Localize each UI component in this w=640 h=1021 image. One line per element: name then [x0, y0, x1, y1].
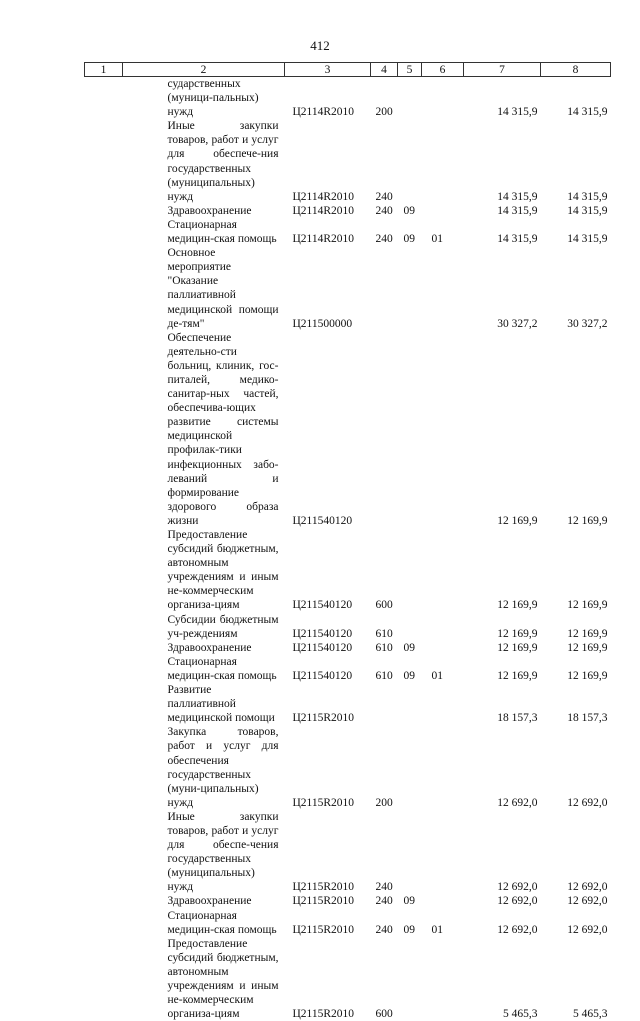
row-subsection	[422, 641, 464, 655]
page-number: 412	[310, 38, 330, 53]
row-amount-col7: 14 315,9	[497, 106, 538, 119]
row-name: Здравоохранение	[167, 204, 252, 217]
row-section	[398, 331, 422, 528]
row-code: Ц2115R2010	[292, 881, 355, 894]
row-amount-col7: 14 315,9	[497, 204, 538, 217]
row-expense-type: 240	[375, 881, 393, 894]
row-code: Ц211540120	[292, 669, 353, 682]
row-code: Ц2115R2010	[292, 1008, 355, 1021]
row-code: Ц211540120	[292, 627, 353, 640]
row-name: Здравоохранение	[167, 895, 252, 908]
row-name: Стационарная медицин-ская помощь	[167, 218, 277, 246]
header-row	[85, 63, 611, 77]
row-col1-empty	[85, 894, 123, 908]
row-amount-col7: 30 327,2	[497, 317, 538, 330]
row-section: 09	[403, 204, 415, 217]
table-row	[85, 641, 611, 655]
row-amount-col8: 12 692,0	[567, 923, 608, 936]
row-name: Основное мероприятие "Оказание паллиативной медицинской помощи де-тям"	[167, 247, 279, 330]
row-subsection	[422, 331, 464, 528]
row-code: Ц211540120	[292, 641, 353, 654]
row-section: 09	[403, 895, 415, 908]
row-amount-col7: 12 692,0	[497, 881, 538, 894]
row-amount-col8: 12 692,0	[567, 895, 608, 908]
table-row	[85, 810, 611, 895]
row-name: Иные закупки товаров, работ и услуг для обеспече-ния государственных (муниципальных) нужд	[167, 120, 279, 203]
row-code: Ц2114R2010	[292, 233, 355, 246]
row-code: Ц211540120	[292, 514, 353, 527]
row-col1-empty	[85, 641, 123, 655]
table-row	[85, 683, 611, 725]
row-expense-type: 240	[375, 923, 393, 936]
row-code: Ц2115R2010	[292, 712, 355, 725]
row-col1-empty	[85, 725, 123, 810]
row-expense-type: 610	[375, 627, 393, 640]
table-row	[85, 613, 611, 641]
table-row	[85, 937, 611, 1021]
row-amount-col7: 12 169,9	[497, 599, 538, 612]
table-row	[85, 77, 611, 120]
table-row	[85, 246, 611, 331]
row-col1-empty	[85, 909, 123, 937]
row-subsection	[422, 613, 464, 641]
row-name: Обеспечение деятельно-сти больниц, клиник, гос-питалей, медико-санитар-ных частей, обеспечива-ющих развитие системы медицинской профилак-тики инфекционных забо-леваний и формирование здорового образа жизни	[167, 331, 279, 527]
row-amount-col7: 12 169,9	[497, 641, 538, 654]
header-col-3: 3	[285, 63, 371, 77]
row-amount-col8: 30 327,2	[567, 317, 608, 330]
row-col1-empty	[85, 246, 123, 331]
row-section	[398, 246, 422, 331]
row-section	[398, 77, 422, 120]
header-col-7: 7	[464, 63, 541, 77]
header-col-5: 5	[398, 63, 422, 77]
row-col1-empty	[85, 528, 123, 613]
row-code: Ц2114R2010	[292, 190, 355, 203]
header-col-8: 8	[541, 63, 611, 77]
table-row	[85, 725, 611, 810]
row-expense-type: 240	[375, 190, 393, 203]
row-col1-empty	[85, 119, 123, 204]
row-expense-type: 200	[375, 796, 393, 809]
row-name: Предоставление субсидий бюджетным, автономным учреждениям и иным не-коммерческим организа-циям	[167, 937, 279, 1021]
row-amount-col7: 12 692,0	[497, 923, 538, 936]
row-section	[398, 725, 422, 810]
table-row	[85, 204, 611, 218]
row-subsection	[422, 204, 464, 218]
row-amount-col7: 14 315,9	[497, 190, 538, 203]
row-amount-col7: 12 692,0	[497, 796, 538, 809]
row-subsection	[422, 246, 464, 331]
table-row	[85, 655, 611, 683]
row-amount-col8: 12 169,9	[567, 599, 608, 612]
row-col1-empty	[85, 937, 123, 1021]
table-row	[85, 218, 611, 246]
row-name: Закупка товаров, работ и услуг для обеспечения государственных (муни-ципальных) нужд	[167, 726, 279, 809]
row-expense-type	[371, 246, 398, 331]
row-expense-type: 600	[375, 1008, 393, 1021]
row-amount-col7: 12 169,9	[497, 669, 538, 682]
row-subsection	[422, 119, 464, 204]
row-expense-type: 240	[375, 895, 393, 908]
table-row	[85, 331, 611, 528]
table-row	[85, 894, 611, 908]
row-amount-col8: 5 465,3	[573, 1008, 608, 1021]
row-subsection	[422, 894, 464, 908]
row-name: Здравоохранение	[167, 641, 252, 654]
row-name: сударственных (муници-пальных) нужд	[167, 78, 259, 119]
row-name: Субсидии бюджетным уч-реждениям	[167, 613, 279, 640]
row-col1-empty	[85, 655, 123, 683]
row-col1-empty	[85, 613, 123, 641]
row-section: 09	[403, 233, 415, 246]
row-amount-col8: 12 169,9	[567, 627, 608, 640]
row-expense-type	[371, 331, 398, 528]
row-code: Ц2114R2010	[292, 204, 355, 217]
row-section	[398, 683, 422, 725]
row-amount-col7: 5 465,3	[503, 1008, 538, 1021]
row-section: 09	[403, 669, 415, 682]
row-amount-col7: 12 169,9	[497, 514, 538, 527]
row-amount-col7: 12 692,0	[497, 895, 538, 908]
row-section: 09	[403, 641, 415, 654]
row-expense-type: 610	[375, 641, 393, 654]
table-row	[85, 909, 611, 937]
row-section: 09	[403, 923, 415, 936]
row-name: Иные закупки товаров, работ и услуг для обеспе-чения государственных (муниципальных) нужд	[167, 810, 279, 894]
row-subsection	[422, 810, 464, 895]
row-col1-empty	[85, 683, 123, 725]
row-amount-col7: 12 169,9	[497, 627, 538, 640]
row-amount-col7: 18 157,3	[497, 712, 538, 725]
row-section	[398, 613, 422, 641]
row-col1-empty	[85, 204, 123, 218]
row-expense-type: 610	[375, 669, 393, 682]
row-subsection: 01	[431, 923, 443, 936]
row-col1-empty	[85, 77, 123, 120]
row-subsection	[422, 683, 464, 725]
row-section	[398, 937, 422, 1021]
row-code: Ц211500000	[292, 317, 353, 330]
row-amount-col8: 18 157,3	[567, 712, 608, 725]
row-amount-col8: 12 692,0	[567, 881, 608, 894]
row-code: Ц2115R2010	[292, 796, 355, 809]
row-name: Развитие паллиативной медицинской помощи	[167, 684, 275, 725]
row-amount-col8: 14 315,9	[567, 233, 608, 246]
row-name: Стационарная медицин-ская помощь	[167, 655, 277, 682]
row-amount-col8: 12 169,9	[567, 641, 608, 654]
row-expense-type: 240	[375, 233, 393, 246]
row-amount-col8: 12 169,9	[567, 514, 608, 527]
row-amount-col7: 14 315,9	[497, 233, 538, 246]
row-subsection	[422, 528, 464, 613]
row-amount-col8: 14 315,9	[567, 204, 608, 217]
header-col-2: 2	[123, 63, 285, 77]
row-code: Ц2115R2010	[292, 895, 355, 908]
row-subsection	[422, 937, 464, 1021]
row-code: Ц2114R2010	[292, 106, 355, 119]
row-code: Ц2115R2010	[292, 923, 355, 936]
row-name: Предоставление субсидий бюджетным, автономным учреждениям и иным не-коммерческим организа-циям	[167, 529, 279, 612]
row-name: Стационарная медицин-ская помощь	[167, 909, 277, 936]
row-amount-col8: 14 315,9	[567, 106, 608, 119]
header-col-6: 6	[422, 63, 464, 77]
header-col-1: 1	[85, 63, 123, 77]
row-subsection: 01	[431, 669, 443, 682]
row-col1-empty	[85, 331, 123, 528]
row-amount-col8: 12 692,0	[567, 796, 608, 809]
row-expense-type: 600	[375, 599, 393, 612]
row-amount-col8: 14 315,9	[567, 190, 608, 203]
header-col-4: 4	[371, 63, 398, 77]
row-section	[398, 119, 422, 204]
row-code: Ц211540120	[292, 599, 353, 612]
row-subsection	[422, 725, 464, 810]
budget-table	[84, 62, 611, 1021]
row-section	[398, 810, 422, 895]
row-expense-type	[371, 683, 398, 725]
table-row	[85, 528, 611, 613]
row-col1-empty	[85, 218, 123, 246]
row-subsection	[422, 77, 464, 120]
table-row	[85, 119, 611, 204]
row-expense-type: 200	[375, 106, 393, 119]
row-amount-col8: 12 169,9	[567, 669, 608, 682]
row-expense-type: 240	[375, 204, 393, 217]
row-section	[398, 528, 422, 613]
row-col1-empty	[85, 810, 123, 895]
row-subsection: 01	[431, 233, 443, 246]
